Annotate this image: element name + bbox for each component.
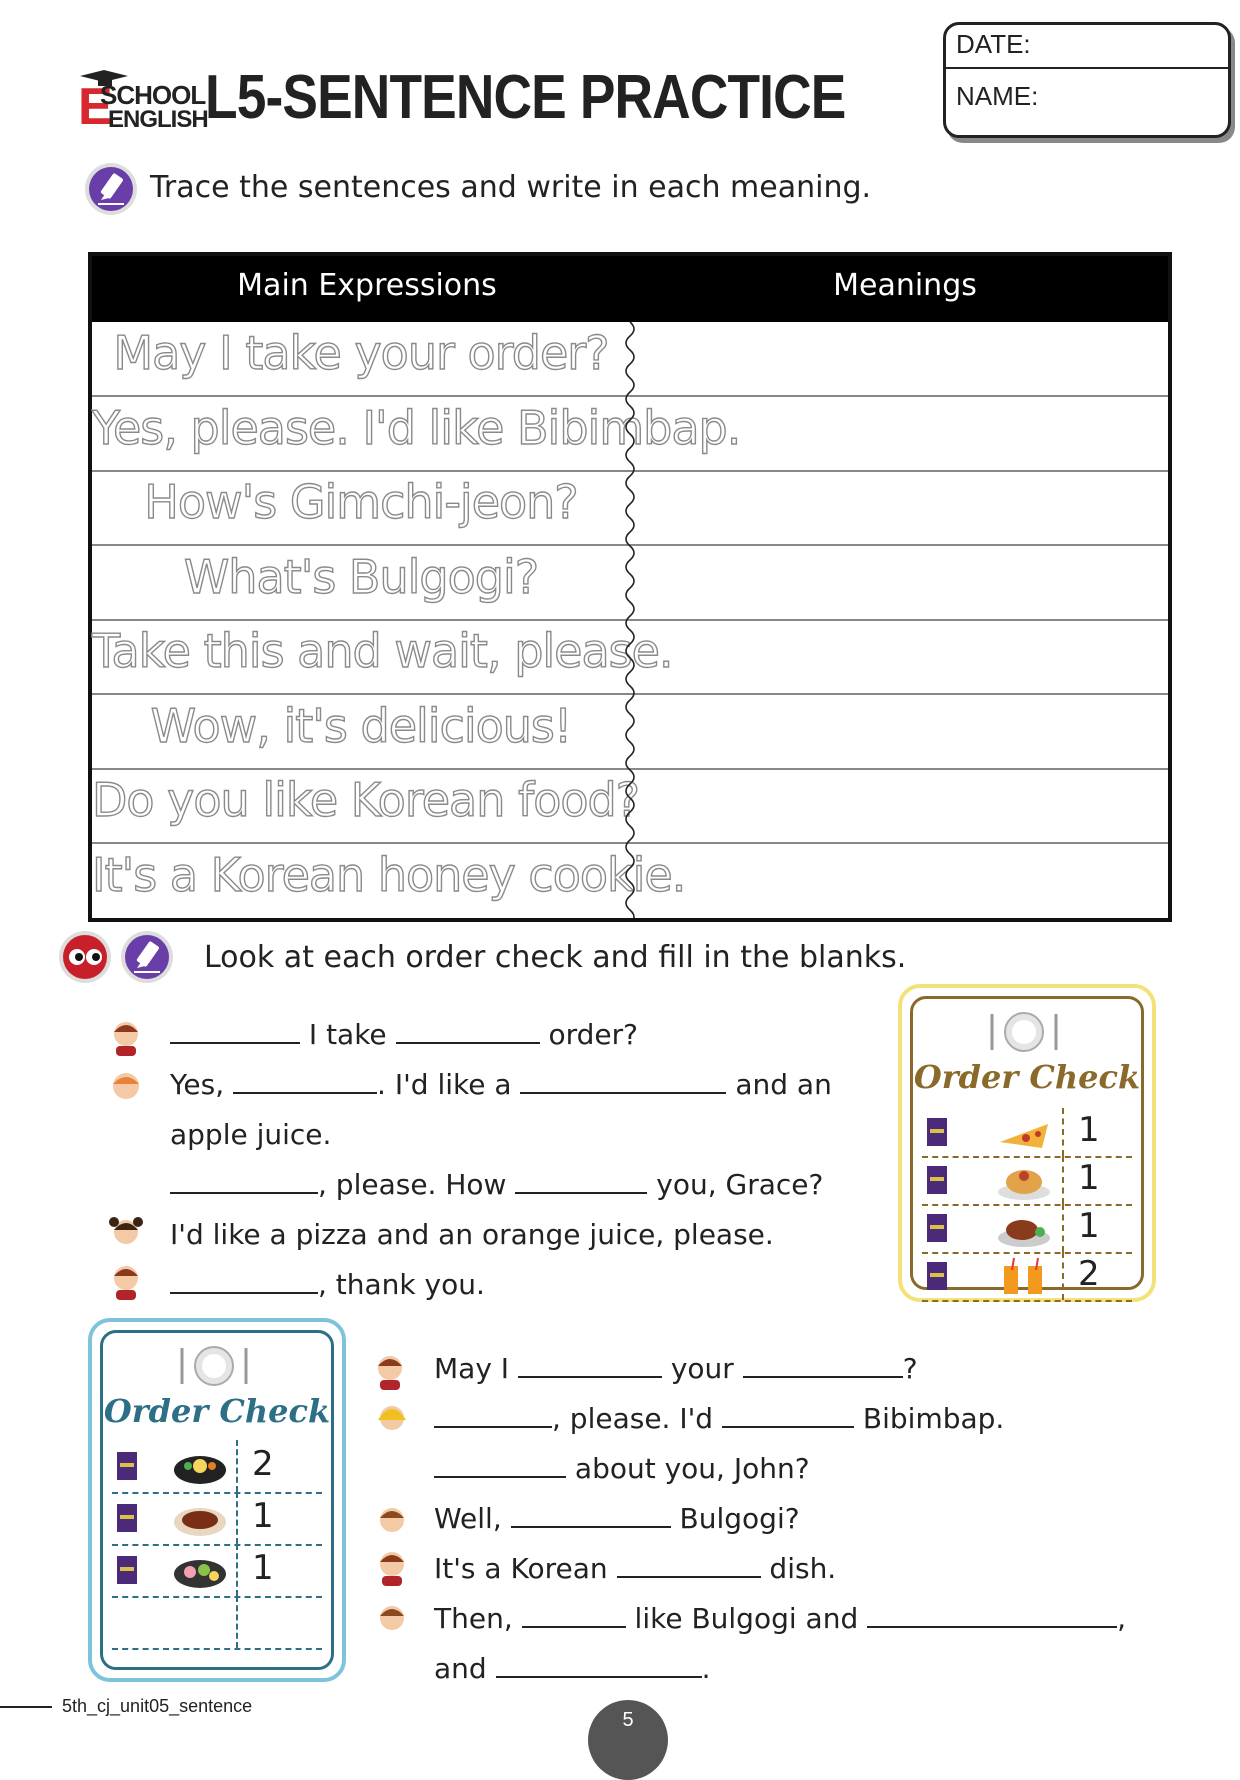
waiter-avatar-icon	[106, 1262, 146, 1302]
boy-avatar-icon	[372, 1500, 412, 1540]
dialog1-line4	[170, 1168, 823, 1202]
section1-instruction: Trace the sentences and write in each meaning.	[150, 170, 872, 205]
pasta-icon	[994, 1160, 1054, 1200]
dialog-text: Bibimbap.	[862, 1402, 1005, 1435]
dialog-text: your	[670, 1352, 734, 1385]
meaning-cell[interactable]	[637, 620, 1168, 693]
tracing-sentence: What's Bulgogi?	[183, 549, 539, 604]
blank[interactable]	[617, 1552, 761, 1578]
order-check-title: Order Check	[103, 1392, 331, 1430]
footer	[0, 1696, 252, 1717]
waiter-avatar-icon	[372, 1548, 412, 1588]
order-check-card-1	[898, 984, 1156, 1302]
dialog-text: you, Grace?	[656, 1168, 824, 1201]
menu-book-icon	[926, 1165, 948, 1195]
meaning-cell[interactable]	[637, 844, 1168, 917]
waiter-avatar-icon	[106, 1018, 146, 1058]
order-row	[112, 1596, 322, 1650]
eyes-icon	[58, 930, 112, 984]
dialog-text: . I'd like a	[377, 1068, 512, 1101]
order-quantity: 1	[252, 1496, 274, 1536]
school-english-logo	[78, 70, 208, 136]
order-row	[922, 1156, 1132, 1206]
dialog-text: .	[701, 1652, 711, 1685]
pencil-icon	[84, 162, 138, 216]
dialog1-line2	[170, 1068, 832, 1102]
dialog-text: about you, John?	[574, 1452, 810, 1485]
blank[interactable]	[867, 1602, 1117, 1628]
dialog-text: I take	[308, 1018, 387, 1051]
order-quantity: 1	[1078, 1110, 1100, 1150]
dialog1-line1	[170, 1018, 638, 1052]
blank[interactable]	[170, 1168, 318, 1194]
order-row	[922, 1252, 1132, 1302]
pizza-icon	[994, 1112, 1054, 1152]
blank[interactable]	[520, 1068, 726, 1094]
dialog-text: dish.	[769, 1552, 837, 1585]
order-check-card-2	[88, 1318, 346, 1682]
expressions-table	[88, 252, 1172, 922]
order-quantity: 1	[1078, 1158, 1100, 1198]
blank[interactable]	[518, 1352, 662, 1378]
name-label: NAME:	[956, 81, 1039, 111]
waiter-avatar-icon	[370, 1352, 410, 1392]
blank[interactable]	[170, 1018, 300, 1044]
dialog2-line6	[434, 1602, 1126, 1636]
dialog-text: May I	[434, 1352, 510, 1385]
order-row	[112, 1492, 322, 1546]
blank[interactable]	[722, 1402, 854, 1428]
blonde-girl-avatar-icon	[372, 1398, 412, 1438]
order-row	[922, 1204, 1132, 1254]
tracing-sentence: May I take your order?	[113, 326, 609, 380]
menu-book-icon	[116, 1555, 138, 1585]
logo-letter-e: E	[78, 78, 113, 136]
dialog-text: and	[434, 1652, 487, 1685]
order-quantity: 1	[252, 1548, 274, 1588]
menu-book-icon	[926, 1261, 948, 1291]
col-main-expressions: Main Expressions	[237, 268, 497, 303]
blank[interactable]	[743, 1352, 903, 1378]
tracing-sentence: Yes, please. I'd like Bibimbap.	[92, 400, 741, 455]
tracing-sentence: How's Gimchi-jeon?	[144, 475, 578, 529]
blank[interactable]	[434, 1452, 566, 1478]
pencil-icon	[120, 930, 174, 984]
dialog2-line4	[434, 1502, 800, 1536]
dialog2-line3	[434, 1452, 810, 1486]
order-check-title: Order Check	[913, 1058, 1141, 1096]
section2-instruction: Look at each order check and fill in the blanks.	[204, 940, 907, 975]
girl-avatar-icon	[106, 1212, 146, 1252]
blank[interactable]	[515, 1168, 647, 1194]
order-row	[112, 1440, 322, 1494]
blank[interactable]	[396, 1018, 540, 1044]
menu-book-icon	[926, 1117, 948, 1147]
tteok-icon	[170, 1550, 230, 1590]
dialog-text: Yes,	[170, 1068, 225, 1101]
plate-cutlery-icon	[174, 1344, 254, 1388]
dialog2-line7	[434, 1652, 711, 1686]
meaning-cell[interactable]	[637, 471, 1168, 544]
order-quantity: 1	[1078, 1206, 1100, 1246]
meaning-cell[interactable]	[637, 695, 1168, 768]
blank[interactable]	[511, 1502, 671, 1528]
dialog-text: and an	[735, 1068, 832, 1101]
dialog1-line6	[170, 1268, 485, 1302]
tracing-sentence: Take this and wait, please.	[92, 624, 673, 678]
bibimbap-icon	[170, 1446, 230, 1486]
dialog1-line5: I'd like a pizza and an orange juice, please.	[170, 1218, 774, 1251]
dialog2-line1	[434, 1352, 918, 1386]
date-name-box	[943, 22, 1231, 138]
menu-book-icon	[116, 1503, 138, 1533]
dialog1-line3: apple juice.	[170, 1118, 332, 1151]
wavy-divider	[620, 322, 640, 918]
blank[interactable]	[522, 1602, 626, 1628]
dialog-text: ?	[902, 1352, 918, 1385]
boy-avatar-icon	[372, 1598, 412, 1638]
order-quantity: 2	[252, 1444, 274, 1484]
juice-icon	[994, 1256, 1054, 1296]
meaning-cell[interactable]	[637, 769, 1168, 842]
plate-cutlery-icon	[984, 1010, 1064, 1054]
table-header	[92, 256, 1168, 322]
blank[interactable]	[496, 1652, 702, 1678]
page-number: 5	[588, 1700, 668, 1780]
meaning-cell[interactable]	[637, 397, 1168, 470]
col-meanings: Meanings	[833, 268, 977, 303]
logo-english-text: ENGLISH	[108, 106, 208, 133]
bulgogi-icon	[170, 1498, 230, 1538]
dialog2-line5	[434, 1552, 836, 1586]
menu-book-icon	[116, 1451, 138, 1481]
date-label: DATE:	[956, 29, 1031, 59]
tracing-sentence: Do you like Korean food?	[92, 773, 640, 827]
tracing-sentence: It's a Korean honey cookie.	[92, 847, 686, 902]
dialog-text: Bulgogi?	[679, 1502, 800, 1535]
logo-school-text: SCHOOL	[100, 80, 206, 110]
tracing-sentence: Wow, it's delicious!	[150, 698, 572, 753]
dialog-text: ,	[1117, 1602, 1127, 1635]
dialog-text: Then,	[434, 1602, 513, 1635]
steak-icon	[994, 1208, 1054, 1248]
blank[interactable]	[434, 1402, 552, 1428]
dialog-text: It's a Korean	[434, 1552, 608, 1585]
page-title: L5-SENTENCE PRACTICE	[205, 63, 846, 132]
footer-code: 5th_cj_unit05_sentence	[62, 1696, 253, 1716]
menu-book-icon	[926, 1213, 948, 1243]
boy-avatar-icon	[106, 1068, 146, 1108]
dialog-text: like Bulgogi and	[634, 1602, 859, 1635]
order-quantity: 2	[1078, 1254, 1100, 1294]
meaning-cell[interactable]	[637, 546, 1168, 619]
dialog-text: order?	[548, 1018, 638, 1051]
dialog-text: , thank you.	[318, 1268, 485, 1301]
meaning-cell[interactable]	[637, 322, 1168, 395]
blank[interactable]	[170, 1268, 318, 1294]
order-row	[922, 1108, 1132, 1158]
blank[interactable]	[233, 1068, 377, 1094]
dialog-text: Well,	[434, 1502, 502, 1535]
order-row	[112, 1544, 322, 1598]
dialog-text: , please. I'd	[552, 1402, 714, 1435]
dialog-text: , please. How	[318, 1168, 507, 1201]
dialog2-line2	[434, 1402, 1004, 1436]
